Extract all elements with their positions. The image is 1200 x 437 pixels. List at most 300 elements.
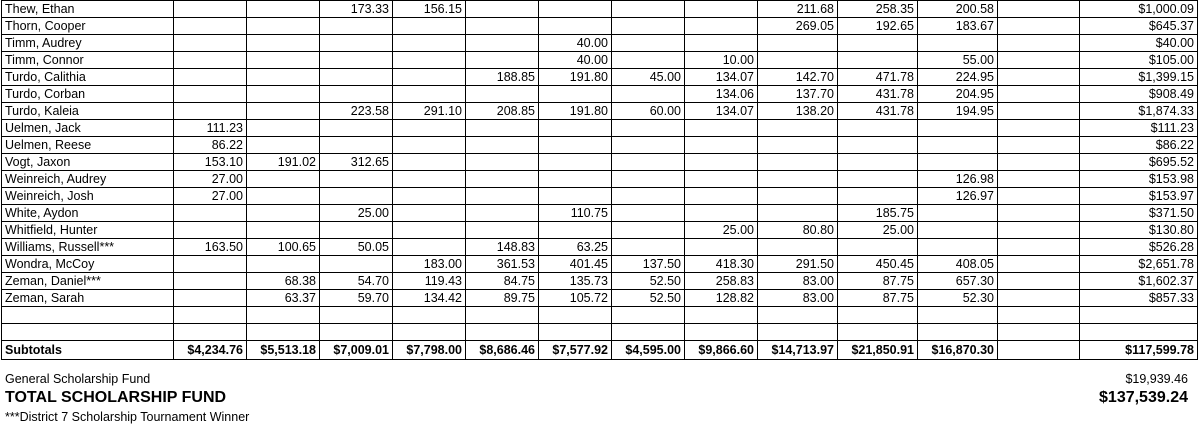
amount-cell bbox=[466, 188, 539, 205]
amount-cell bbox=[393, 205, 466, 222]
empty-cell bbox=[612, 324, 685, 341]
empty-cell bbox=[466, 307, 539, 324]
subtotals-row bbox=[2, 341, 1198, 360]
amount-cell bbox=[685, 171, 758, 188]
empty-cell bbox=[1080, 324, 1198, 341]
amount-cell bbox=[998, 171, 1080, 188]
amount-cell: 54.70 bbox=[320, 273, 393, 290]
amount-cell bbox=[918, 222, 998, 239]
row-total-cell: $153.98 bbox=[1080, 171, 1198, 188]
amount-cell bbox=[998, 137, 1080, 154]
amount-cell bbox=[247, 86, 320, 103]
amount-cell: 258.35 bbox=[838, 1, 918, 18]
amount-cell bbox=[320, 222, 393, 239]
amount-cell bbox=[466, 52, 539, 69]
amount-cell: 134.07 bbox=[685, 69, 758, 86]
amount-cell bbox=[612, 35, 685, 52]
row-total-cell: $86.22 bbox=[1080, 137, 1198, 154]
row-total-cell: $130.80 bbox=[1080, 222, 1198, 239]
subtotal-cell: $4,234.76 bbox=[174, 341, 247, 360]
amount-cell: 137.70 bbox=[758, 86, 838, 103]
amount-cell bbox=[174, 290, 247, 307]
amount-cell bbox=[612, 205, 685, 222]
amount-cell bbox=[998, 256, 1080, 273]
amount-cell: 89.75 bbox=[466, 290, 539, 307]
empty-cell bbox=[998, 307, 1080, 324]
amount-cell: 119.43 bbox=[393, 273, 466, 290]
amount-cell bbox=[838, 137, 918, 154]
table-row bbox=[2, 103, 1198, 120]
amount-cell bbox=[918, 120, 998, 137]
amount-cell bbox=[320, 137, 393, 154]
student-name-cell: Whitfield, Hunter bbox=[2, 222, 174, 239]
student-name-cell: Uelmen, Reese bbox=[2, 137, 174, 154]
amount-cell: 418.30 bbox=[685, 256, 758, 273]
row-total-cell: $695.52 bbox=[1080, 154, 1198, 171]
empty-cell bbox=[247, 324, 320, 341]
amount-cell: 361.53 bbox=[466, 256, 539, 273]
amount-cell: 63.37 bbox=[247, 290, 320, 307]
amount-cell bbox=[998, 290, 1080, 307]
amount-cell bbox=[393, 239, 466, 256]
row-total-cell: $1,000.09 bbox=[1080, 1, 1198, 18]
amount-cell bbox=[466, 35, 539, 52]
amount-cell bbox=[612, 52, 685, 69]
amount-cell bbox=[838, 120, 918, 137]
amount-cell bbox=[838, 52, 918, 69]
table-row bbox=[2, 120, 1198, 137]
amount-cell bbox=[174, 86, 247, 103]
empty-cell bbox=[2, 307, 174, 324]
amount-cell: 100.65 bbox=[247, 239, 320, 256]
amount-cell bbox=[612, 222, 685, 239]
amount-cell bbox=[174, 69, 247, 86]
student-name-cell: Thew, Ethan bbox=[2, 1, 174, 18]
amount-cell bbox=[247, 18, 320, 35]
table-row bbox=[2, 18, 1198, 35]
row-total-cell: $111.23 bbox=[1080, 120, 1198, 137]
amount-cell bbox=[247, 69, 320, 86]
table-row bbox=[2, 273, 1198, 290]
amount-cell: 191.02 bbox=[247, 154, 320, 171]
amount-cell bbox=[612, 120, 685, 137]
amount-cell bbox=[998, 86, 1080, 103]
amount-cell: 134.06 bbox=[685, 86, 758, 103]
table-row bbox=[2, 222, 1198, 239]
amount-cell: 134.42 bbox=[393, 290, 466, 307]
amount-cell bbox=[393, 188, 466, 205]
empty-cell bbox=[838, 324, 918, 341]
amount-cell bbox=[466, 222, 539, 239]
amount-cell bbox=[612, 1, 685, 18]
row-total-cell: $526.28 bbox=[1080, 239, 1198, 256]
subtotal-cell: $21,850.91 bbox=[838, 341, 918, 360]
amount-cell bbox=[393, 86, 466, 103]
amount-cell: 105.72 bbox=[539, 290, 612, 307]
blank-row bbox=[2, 324, 1198, 341]
student-name-cell: Timm, Connor bbox=[2, 52, 174, 69]
amount-cell bbox=[174, 52, 247, 69]
amount-cell bbox=[247, 205, 320, 222]
amount-cell bbox=[685, 1, 758, 18]
student-name-cell: Weinreich, Audrey bbox=[2, 171, 174, 188]
amount-cell: 183.00 bbox=[393, 256, 466, 273]
student-name-cell: Weinreich, Josh bbox=[2, 188, 174, 205]
amount-cell bbox=[393, 35, 466, 52]
amount-cell bbox=[247, 120, 320, 137]
amount-cell bbox=[612, 137, 685, 154]
amount-cell bbox=[247, 52, 320, 69]
amount-cell bbox=[918, 205, 998, 222]
footnote-text: ***District 7 Scholarship Tournament Winner bbox=[5, 410, 250, 424]
amount-cell bbox=[539, 137, 612, 154]
empty-cell bbox=[758, 324, 838, 341]
amount-cell bbox=[838, 154, 918, 171]
table-row bbox=[2, 171, 1198, 188]
amount-cell bbox=[247, 103, 320, 120]
amount-cell bbox=[998, 103, 1080, 120]
table-row bbox=[2, 1, 1198, 18]
amount-cell bbox=[998, 239, 1080, 256]
amount-cell bbox=[758, 239, 838, 256]
amount-cell bbox=[998, 154, 1080, 171]
amount-cell: 185.75 bbox=[838, 205, 918, 222]
amount-cell: 84.75 bbox=[466, 273, 539, 290]
amount-cell: 50.05 bbox=[320, 239, 393, 256]
amount-cell bbox=[758, 35, 838, 52]
amount-cell bbox=[539, 171, 612, 188]
amount-cell: 52.50 bbox=[612, 273, 685, 290]
amount-cell bbox=[466, 86, 539, 103]
amount-cell: 657.30 bbox=[918, 273, 998, 290]
amount-cell bbox=[174, 18, 247, 35]
empty-cell bbox=[838, 307, 918, 324]
amount-cell bbox=[998, 205, 1080, 222]
amount-cell: 408.05 bbox=[918, 256, 998, 273]
amount-cell bbox=[612, 171, 685, 188]
amount-cell: 87.75 bbox=[838, 273, 918, 290]
empty-cell bbox=[320, 307, 393, 324]
amount-cell bbox=[393, 171, 466, 188]
amount-cell bbox=[174, 222, 247, 239]
subtotal-cell: $7,577.92 bbox=[539, 341, 612, 360]
amount-cell: 191.80 bbox=[539, 103, 612, 120]
student-name-cell: White, Aydon bbox=[2, 205, 174, 222]
amount-cell bbox=[320, 120, 393, 137]
amount-cell: 156.15 bbox=[393, 1, 466, 18]
empty-cell bbox=[466, 324, 539, 341]
amount-cell: 223.58 bbox=[320, 103, 393, 120]
amount-cell: 269.05 bbox=[758, 18, 838, 35]
subtotal-cell: $8,686.46 bbox=[466, 341, 539, 360]
amount-cell: 63.25 bbox=[539, 239, 612, 256]
amount-cell bbox=[998, 18, 1080, 35]
amount-cell bbox=[612, 154, 685, 171]
amount-cell: 40.00 bbox=[539, 52, 612, 69]
amount-cell bbox=[320, 52, 393, 69]
amount-cell: 25.00 bbox=[838, 222, 918, 239]
amount-cell bbox=[320, 188, 393, 205]
amount-cell: 224.95 bbox=[918, 69, 998, 86]
amount-cell bbox=[320, 69, 393, 86]
amount-cell: 148.83 bbox=[466, 239, 539, 256]
amount-cell bbox=[612, 86, 685, 103]
subtotal-cell bbox=[998, 341, 1080, 360]
amount-cell: 208.85 bbox=[466, 103, 539, 120]
amount-cell bbox=[838, 188, 918, 205]
amount-cell bbox=[174, 1, 247, 18]
amount-cell bbox=[685, 35, 758, 52]
amount-cell: 183.67 bbox=[918, 18, 998, 35]
amount-cell bbox=[539, 86, 612, 103]
amount-cell bbox=[466, 137, 539, 154]
amount-cell: 163.50 bbox=[174, 239, 247, 256]
empty-cell bbox=[998, 324, 1080, 341]
student-name-cell: Williams, Russell*** bbox=[2, 239, 174, 256]
empty-cell bbox=[174, 324, 247, 341]
amount-cell bbox=[393, 52, 466, 69]
amount-cell bbox=[320, 256, 393, 273]
empty-cell bbox=[2, 324, 174, 341]
amount-cell bbox=[247, 188, 320, 205]
amount-cell: 137.50 bbox=[612, 256, 685, 273]
amount-cell: 153.10 bbox=[174, 154, 247, 171]
row-total-cell: $2,651.78 bbox=[1080, 256, 1198, 273]
amount-cell bbox=[539, 1, 612, 18]
table-row bbox=[2, 188, 1198, 205]
empty-cell bbox=[539, 324, 612, 341]
amount-cell bbox=[918, 35, 998, 52]
amount-cell: 194.95 bbox=[918, 103, 998, 120]
student-name-cell: Thorn, Cooper bbox=[2, 18, 174, 35]
amount-cell bbox=[320, 171, 393, 188]
amount-cell: 128.82 bbox=[685, 290, 758, 307]
student-name-cell: Zeman, Daniel*** bbox=[2, 273, 174, 290]
amount-cell: 450.45 bbox=[838, 256, 918, 273]
amount-cell bbox=[612, 239, 685, 256]
subtotals-label: Subtotals bbox=[2, 341, 174, 360]
amount-cell bbox=[758, 171, 838, 188]
empty-cell bbox=[174, 307, 247, 324]
amount-cell: 204.95 bbox=[918, 86, 998, 103]
total-fund-amount: $137,539.24 bbox=[1099, 389, 1188, 406]
empty-cell bbox=[1080, 307, 1198, 324]
table-row bbox=[2, 205, 1198, 222]
amount-cell bbox=[998, 52, 1080, 69]
amount-cell bbox=[539, 120, 612, 137]
student-name-cell: Zeman, Sarah bbox=[2, 290, 174, 307]
row-total-cell: $645.37 bbox=[1080, 18, 1198, 35]
amount-cell bbox=[612, 188, 685, 205]
amount-cell bbox=[998, 120, 1080, 137]
amount-cell bbox=[758, 52, 838, 69]
amount-cell: 68.38 bbox=[247, 273, 320, 290]
amount-cell bbox=[998, 35, 1080, 52]
empty-cell bbox=[393, 324, 466, 341]
amount-cell: 111.23 bbox=[174, 120, 247, 137]
amount-cell: 40.00 bbox=[539, 35, 612, 52]
amount-cell: 45.00 bbox=[612, 69, 685, 86]
amount-cell bbox=[838, 171, 918, 188]
amount-cell bbox=[247, 137, 320, 154]
amount-cell: 27.00 bbox=[174, 171, 247, 188]
amount-cell bbox=[685, 137, 758, 154]
amount-cell bbox=[247, 256, 320, 273]
row-total-cell: $857.33 bbox=[1080, 290, 1198, 307]
amount-cell: 86.22 bbox=[174, 137, 247, 154]
amount-cell bbox=[247, 171, 320, 188]
empty-cell bbox=[320, 324, 393, 341]
student-name-cell: Uelmen, Jack bbox=[2, 120, 174, 137]
amount-cell bbox=[174, 205, 247, 222]
table-row bbox=[2, 52, 1198, 69]
empty-cell bbox=[758, 307, 838, 324]
amount-cell: 431.78 bbox=[838, 86, 918, 103]
total-fund-label: TOTAL SCHOLARSHIP FUND bbox=[5, 389, 227, 406]
amount-cell bbox=[998, 1, 1080, 18]
amount-cell bbox=[393, 120, 466, 137]
amount-cell: 200.58 bbox=[918, 1, 998, 18]
student-name-cell: Vogt, Jaxon bbox=[2, 154, 174, 171]
amount-cell bbox=[758, 154, 838, 171]
amount-cell: 60.00 bbox=[612, 103, 685, 120]
table-row bbox=[2, 256, 1198, 273]
amount-cell bbox=[320, 18, 393, 35]
amount-cell bbox=[174, 103, 247, 120]
amount-cell: 110.75 bbox=[539, 205, 612, 222]
amount-cell bbox=[758, 120, 838, 137]
row-total-cell: $1,602.37 bbox=[1080, 273, 1198, 290]
table-row bbox=[2, 86, 1198, 103]
row-total-cell: $153.97 bbox=[1080, 188, 1198, 205]
amount-cell bbox=[174, 256, 247, 273]
amount-cell bbox=[918, 137, 998, 154]
student-name-cell: Turdo, Calithia bbox=[2, 69, 174, 86]
amount-cell: 142.70 bbox=[758, 69, 838, 86]
amount-cell bbox=[998, 273, 1080, 290]
amount-cell: 135.73 bbox=[539, 273, 612, 290]
amount-cell bbox=[539, 222, 612, 239]
amount-cell: 126.98 bbox=[918, 171, 998, 188]
empty-cell bbox=[612, 307, 685, 324]
amount-cell bbox=[466, 1, 539, 18]
row-total-cell: $1,874.33 bbox=[1080, 103, 1198, 120]
amount-cell bbox=[998, 188, 1080, 205]
amount-cell: 52.50 bbox=[612, 290, 685, 307]
amount-cell bbox=[685, 18, 758, 35]
amount-cell bbox=[998, 69, 1080, 86]
blank-row bbox=[2, 307, 1198, 324]
table-row bbox=[2, 239, 1198, 256]
amount-cell bbox=[539, 188, 612, 205]
amount-cell bbox=[174, 35, 247, 52]
amount-cell bbox=[466, 120, 539, 137]
amount-cell bbox=[320, 86, 393, 103]
empty-cell bbox=[918, 324, 998, 341]
amount-cell bbox=[174, 273, 247, 290]
amount-cell bbox=[758, 137, 838, 154]
general-fund-amount: $19,939.46 bbox=[1125, 372, 1188, 386]
amount-cell bbox=[998, 222, 1080, 239]
amount-cell bbox=[685, 120, 758, 137]
table-row bbox=[2, 137, 1198, 154]
amount-cell bbox=[685, 239, 758, 256]
amount-cell: 10.00 bbox=[685, 52, 758, 69]
amount-cell: 291.50 bbox=[758, 256, 838, 273]
amount-cell bbox=[918, 239, 998, 256]
student-name-cell: Wondra, McCoy bbox=[2, 256, 174, 273]
grand-subtotal-cell: $117,599.78 bbox=[1080, 341, 1198, 360]
amount-cell: 83.00 bbox=[758, 273, 838, 290]
amount-cell: 27.00 bbox=[174, 188, 247, 205]
amount-cell bbox=[247, 222, 320, 239]
table-row bbox=[2, 154, 1198, 171]
amount-cell: 211.68 bbox=[758, 1, 838, 18]
amount-cell: 471.78 bbox=[838, 69, 918, 86]
amount-cell bbox=[758, 188, 838, 205]
scholarship-ledger-table bbox=[1, 0, 1198, 360]
amount-cell bbox=[466, 205, 539, 222]
amount-cell bbox=[685, 205, 758, 222]
amount-cell: 431.78 bbox=[838, 103, 918, 120]
empty-cell bbox=[247, 307, 320, 324]
empty-cell bbox=[685, 307, 758, 324]
amount-cell bbox=[393, 154, 466, 171]
amount-cell: 401.45 bbox=[539, 256, 612, 273]
amount-cell: 192.65 bbox=[838, 18, 918, 35]
general-fund-label: General Scholarship Fund bbox=[5, 372, 151, 386]
student-name-cell: Turdo, Kaleia bbox=[2, 103, 174, 120]
amount-cell: 138.20 bbox=[758, 103, 838, 120]
amount-cell bbox=[247, 35, 320, 52]
empty-cell bbox=[393, 307, 466, 324]
row-total-cell: $371.50 bbox=[1080, 205, 1198, 222]
student-name-cell: Timm, Audrey bbox=[2, 35, 174, 52]
subtotal-cell: $4,595.00 bbox=[612, 341, 685, 360]
student-name-cell: Turdo, Corban bbox=[2, 86, 174, 103]
amount-cell bbox=[466, 171, 539, 188]
amount-cell: 87.75 bbox=[838, 290, 918, 307]
amount-cell bbox=[539, 18, 612, 35]
amount-cell bbox=[918, 154, 998, 171]
row-total-cell: $908.49 bbox=[1080, 86, 1198, 103]
amount-cell bbox=[612, 18, 685, 35]
amount-cell: 52.30 bbox=[918, 290, 998, 307]
amount-cell: 188.85 bbox=[466, 69, 539, 86]
amount-cell: 59.70 bbox=[320, 290, 393, 307]
amount-cell: 191.80 bbox=[539, 69, 612, 86]
amount-cell: 25.00 bbox=[320, 205, 393, 222]
amount-cell: 173.33 bbox=[320, 1, 393, 18]
amount-cell: 80.80 bbox=[758, 222, 838, 239]
row-total-cell: $40.00 bbox=[1080, 35, 1198, 52]
amount-cell bbox=[247, 1, 320, 18]
subtotal-cell: $9,866.60 bbox=[685, 341, 758, 360]
empty-cell bbox=[918, 307, 998, 324]
subtotal-cell: $16,870.30 bbox=[918, 341, 998, 360]
subtotal-cell: $5,513.18 bbox=[247, 341, 320, 360]
amount-cell: 55.00 bbox=[918, 52, 998, 69]
amount-cell bbox=[466, 18, 539, 35]
amount-cell bbox=[838, 35, 918, 52]
amount-cell: 312.65 bbox=[320, 154, 393, 171]
table-row bbox=[2, 69, 1198, 86]
amount-cell bbox=[393, 137, 466, 154]
amount-cell bbox=[320, 35, 393, 52]
amount-cell: 291.10 bbox=[393, 103, 466, 120]
amount-cell bbox=[393, 18, 466, 35]
row-total-cell: $1,399.15 bbox=[1080, 69, 1198, 86]
